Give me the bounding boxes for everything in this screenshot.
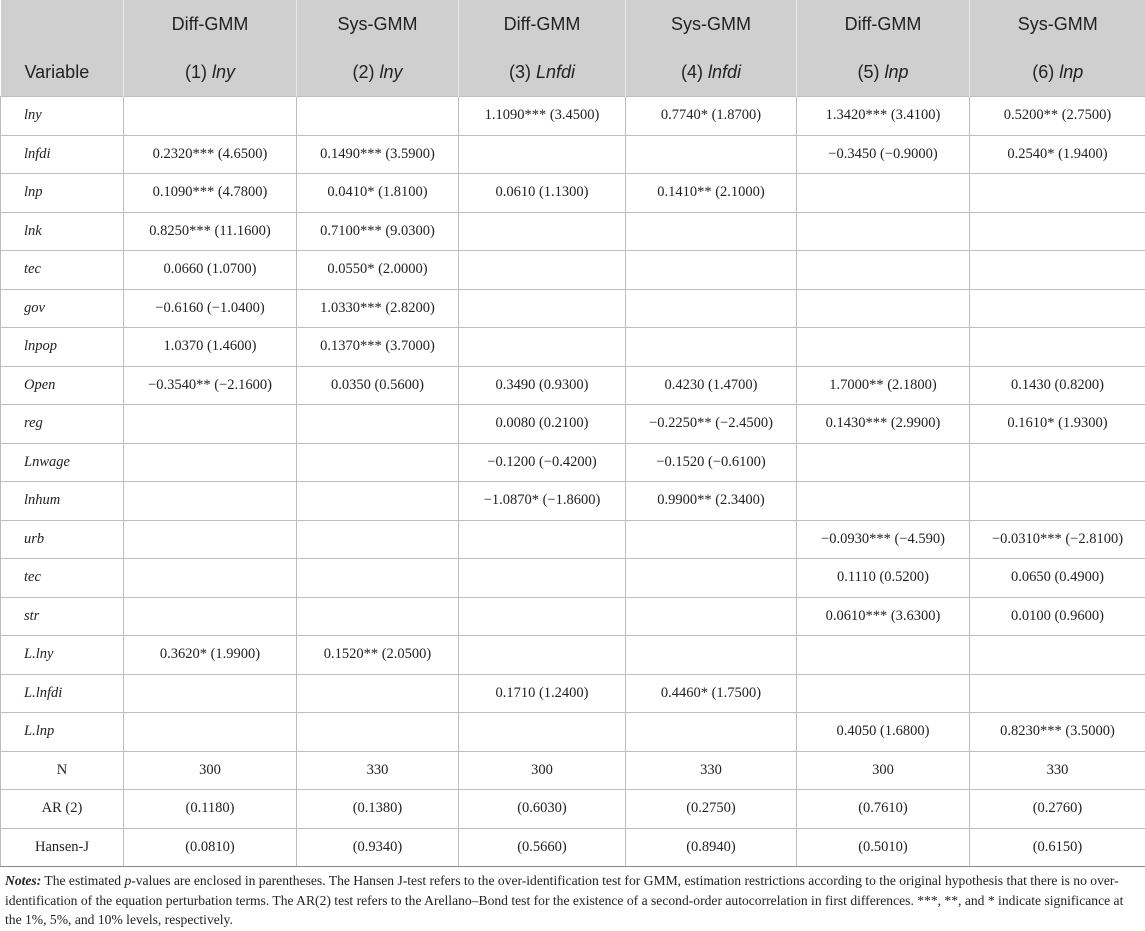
table-cell <box>970 251 1145 290</box>
table-cell <box>124 520 297 559</box>
notes-pvalue-symbol: p <box>124 873 132 888</box>
table-cell: 0.2320*** (4.6500) <box>124 135 297 174</box>
table-row <box>1 674 1145 713</box>
model-dependent-variable: lny <box>211 61 235 82</box>
table-cell: 0.1430 (0.8200) <box>970 366 1145 405</box>
table-cell <box>459 520 626 559</box>
table-cell: 0.8230*** (3.5000) <box>970 713 1145 752</box>
header-model <box>797 48 970 97</box>
table-cell <box>459 212 626 251</box>
table-cell: 0.0610*** (3.6300) <box>797 597 970 636</box>
table-cell <box>797 674 970 713</box>
header-row-methods <box>1 0 1145 48</box>
table-cell: 0.0410* (1.8100) <box>297 174 459 213</box>
row-variable-label: lnp <box>1 174 124 213</box>
table-cell <box>459 597 626 636</box>
table-row <box>1 289 1145 328</box>
table-cell <box>459 328 626 367</box>
table-cell: −1.0870* (−1.8600) <box>459 482 626 521</box>
table-row <box>1 212 1145 251</box>
table-cell: 330 <box>297 751 459 790</box>
table-cell: −0.6160 (−1.0400) <box>124 289 297 328</box>
table-cell: 0.1490*** (3.5900) <box>297 135 459 174</box>
table-cell: 0.1090*** (4.7800) <box>124 174 297 213</box>
table-row <box>1 251 1145 290</box>
table-cell <box>297 405 459 444</box>
table-cell: (0.0810) <box>124 828 297 867</box>
table-row <box>1 520 1145 559</box>
table-cell: −0.3540** (−2.1600) <box>124 366 297 405</box>
table-cell: 300 <box>459 751 626 790</box>
header-model <box>297 48 459 97</box>
table-cell: −0.3450 (−0.9000) <box>797 135 970 174</box>
table-cell: 1.7000** (2.1800) <box>797 366 970 405</box>
variable-column-header: Variable <box>1 48 124 97</box>
table-cell: (0.6030) <box>459 790 626 829</box>
table-cell <box>797 328 970 367</box>
table-cell <box>459 559 626 598</box>
table-cell: 0.1710 (1.2400) <box>459 674 626 713</box>
table-cell: 0.0610 (1.1300) <box>459 174 626 213</box>
table-cell <box>970 636 1145 675</box>
header-model <box>124 48 297 97</box>
table-row <box>1 790 1145 829</box>
table-cell: (0.2750) <box>626 790 797 829</box>
table-cell <box>797 174 970 213</box>
table-cell <box>970 174 1145 213</box>
table-body <box>1 97 1145 867</box>
model-number: (6) <box>1032 61 1060 82</box>
table-cell <box>297 443 459 482</box>
table-cell: 0.4050 (1.6800) <box>797 713 970 752</box>
notes-text-post: -values are enclosed in parentheses. The Hansen J-test refers to the over-identification test for GMM, estimation restrictions according to the original hypothesis that there is no over-identification of the equation perturbation terms. The AR(2) test refers to the Arellano–Bond test for the existence of a second-order autocorrelation in first differences. ***, **, and * indicate significance at the 1%, 5%, and 10% levels, respectively. <box>5 873 1124 927</box>
table-cell <box>797 251 970 290</box>
table-cell: 0.8250*** (11.1600) <box>124 212 297 251</box>
table-row <box>1 443 1145 482</box>
table-row <box>1 366 1145 405</box>
row-variable-label: urb <box>1 520 124 559</box>
table-cell: 1.0330*** (2.8200) <box>297 289 459 328</box>
table-cell <box>626 135 797 174</box>
table-cell <box>459 289 626 328</box>
table-cell: 0.1370*** (3.7000) <box>297 328 459 367</box>
table-cell: 0.0350 (0.5600) <box>297 366 459 405</box>
table-cell <box>459 251 626 290</box>
header-method: Diff-GMM <box>797 0 970 48</box>
table-cell: (0.2760) <box>970 790 1145 829</box>
row-variable-label: L.lny <box>1 636 124 675</box>
header-method: Sys-GMM <box>297 0 459 48</box>
table-cell: (0.9340) <box>297 828 459 867</box>
table-cell <box>297 520 459 559</box>
table-cell <box>124 405 297 444</box>
row-variable-label: lnpop <box>1 328 124 367</box>
table-cell <box>970 289 1145 328</box>
model-number: (3) <box>508 61 536 82</box>
row-variable-label: N <box>1 751 124 790</box>
header-method: Sys-GMM <box>626 0 797 48</box>
table-header <box>1 0 1145 97</box>
table-cell: 0.2540* (1.9400) <box>970 135 1145 174</box>
table-cell: 0.3490 (0.9300) <box>459 366 626 405</box>
model-dependent-variable: lnfdi <box>707 61 742 82</box>
table-row <box>1 828 1145 867</box>
table-cell: 0.4230 (1.4700) <box>626 366 797 405</box>
table-cell <box>124 559 297 598</box>
table-cell <box>970 328 1145 367</box>
table-cell <box>626 251 797 290</box>
model-number: (5) <box>857 61 885 82</box>
table-cell <box>297 713 459 752</box>
table-cell: 0.5200** (2.7500) <box>970 97 1145 136</box>
table-cell: 0.1430*** (2.9900) <box>797 405 970 444</box>
row-variable-label: AR (2) <box>1 790 124 829</box>
table-cell <box>797 443 970 482</box>
table-cell <box>626 713 797 752</box>
table-cell: 0.0660 (1.0700) <box>124 251 297 290</box>
row-variable-label: reg <box>1 405 124 444</box>
row-variable-label: lnhum <box>1 482 124 521</box>
row-variable-label: gov <box>1 289 124 328</box>
row-variable-label: Lnwage <box>1 443 124 482</box>
table-cell <box>970 674 1145 713</box>
header-method: Diff-GMM <box>124 0 297 48</box>
row-variable-label: tec <box>1 559 124 598</box>
table-cell: 1.3420*** (3.4100) <box>797 97 970 136</box>
table-row <box>1 751 1145 790</box>
table-row <box>1 597 1145 636</box>
table-cell <box>459 713 626 752</box>
table-row <box>1 636 1145 675</box>
table-cell: 1.1090*** (3.4500) <box>459 97 626 136</box>
header-model <box>626 48 797 97</box>
table-cell <box>797 482 970 521</box>
table-cell: 0.1110 (0.5200) <box>797 559 970 598</box>
table-cell <box>297 482 459 521</box>
header-method: Sys-GMM <box>970 0 1145 48</box>
row-variable-label: Hansen-J <box>1 828 124 867</box>
table-cell <box>626 520 797 559</box>
model-dependent-variable: lnp <box>884 61 909 82</box>
table-cell: 0.1610* (1.9300) <box>970 405 1145 444</box>
table-cell <box>970 212 1145 251</box>
table-cell: 0.0100 (0.9600) <box>970 597 1145 636</box>
row-variable-label: L.lnp <box>1 713 124 752</box>
table-cell: (0.5660) <box>459 828 626 867</box>
table-cell: 0.0550* (2.0000) <box>297 251 459 290</box>
table-cell <box>297 97 459 136</box>
table-cell: 0.9900** (2.3400) <box>626 482 797 521</box>
notes-label: Notes: <box>5 873 42 888</box>
table-cell <box>970 482 1145 521</box>
row-variable-label: lny <box>1 97 124 136</box>
table-row <box>1 174 1145 213</box>
table-cell <box>626 328 797 367</box>
table-cell: 0.7100*** (9.0300) <box>297 212 459 251</box>
row-variable-label: str <box>1 597 124 636</box>
table-cell <box>626 212 797 251</box>
row-variable-label: tec <box>1 251 124 290</box>
table-cell <box>459 135 626 174</box>
table-row <box>1 405 1145 444</box>
table-cell: 0.3620* (1.9900) <box>124 636 297 675</box>
row-variable-label: Open <box>1 366 124 405</box>
model-dependent-variable: Lnfdi <box>535 61 576 82</box>
table-cell <box>124 713 297 752</box>
model-dependent-variable: lnp <box>1059 61 1084 82</box>
table-cell <box>626 597 797 636</box>
model-number: (2) <box>352 61 380 82</box>
table-cell: 0.7740* (1.8700) <box>626 97 797 136</box>
model-number: (4) <box>680 61 708 82</box>
table-cell <box>297 559 459 598</box>
header-empty-cell <box>1 0 124 48</box>
row-variable-label: lnfdi <box>1 135 124 174</box>
table-cell: (0.1380) <box>297 790 459 829</box>
table-cell: 330 <box>970 751 1145 790</box>
table-cell: 0.0080 (0.2100) <box>459 405 626 444</box>
table-cell: 1.0370 (1.4600) <box>124 328 297 367</box>
table-cell: −0.1520 (−0.6100) <box>626 443 797 482</box>
table-cell <box>797 289 970 328</box>
table-cell: 330 <box>626 751 797 790</box>
table-cell <box>626 559 797 598</box>
table-notes <box>5 871 1140 930</box>
table-cell: −0.0310*** (−2.8100) <box>970 520 1145 559</box>
table-row <box>1 97 1145 136</box>
table-row <box>1 713 1145 752</box>
table-cell: (0.7610) <box>797 790 970 829</box>
table-row <box>1 328 1145 367</box>
header-model <box>459 48 626 97</box>
model-dependent-variable: lny <box>379 61 403 82</box>
table-cell: (0.6150) <box>970 828 1145 867</box>
table-cell: 0.0650 (0.4900) <box>970 559 1145 598</box>
table-cell: −0.0930*** (−4.590) <box>797 520 970 559</box>
notes-text-pre: The estimated <box>41 873 125 888</box>
table-cell <box>797 212 970 251</box>
header-method: Diff-GMM <box>459 0 626 48</box>
table-cell <box>970 443 1145 482</box>
table-cell: (0.1180) <box>124 790 297 829</box>
table-cell: 0.4460* (1.7500) <box>626 674 797 713</box>
table-cell <box>124 674 297 713</box>
model-number: (1) <box>184 61 212 82</box>
table-cell <box>124 443 297 482</box>
table-cell: (0.8940) <box>626 828 797 867</box>
table-cell <box>124 97 297 136</box>
table-cell <box>459 636 626 675</box>
table-cell: (0.5010) <box>797 828 970 867</box>
table-cell <box>124 597 297 636</box>
table-row <box>1 559 1145 598</box>
row-variable-label: L.lnfdi <box>1 674 124 713</box>
table-cell: 300 <box>797 751 970 790</box>
table-row <box>1 135 1145 174</box>
table-cell: −0.1200 (−0.4200) <box>459 443 626 482</box>
table-row <box>1 482 1145 521</box>
header-model <box>970 48 1145 97</box>
table-cell <box>797 636 970 675</box>
row-variable-label: lnk <box>1 212 124 251</box>
table-cell: 0.1410** (2.1000) <box>626 174 797 213</box>
table-cell: 300 <box>124 751 297 790</box>
header-row-models <box>1 48 1145 97</box>
table-cell <box>626 636 797 675</box>
table-cell: 0.1520** (2.0500) <box>297 636 459 675</box>
table-cell <box>124 482 297 521</box>
table-cell: −0.2250** (−2.4500) <box>626 405 797 444</box>
table-cell <box>297 597 459 636</box>
table-cell <box>626 289 797 328</box>
table-cell <box>297 674 459 713</box>
